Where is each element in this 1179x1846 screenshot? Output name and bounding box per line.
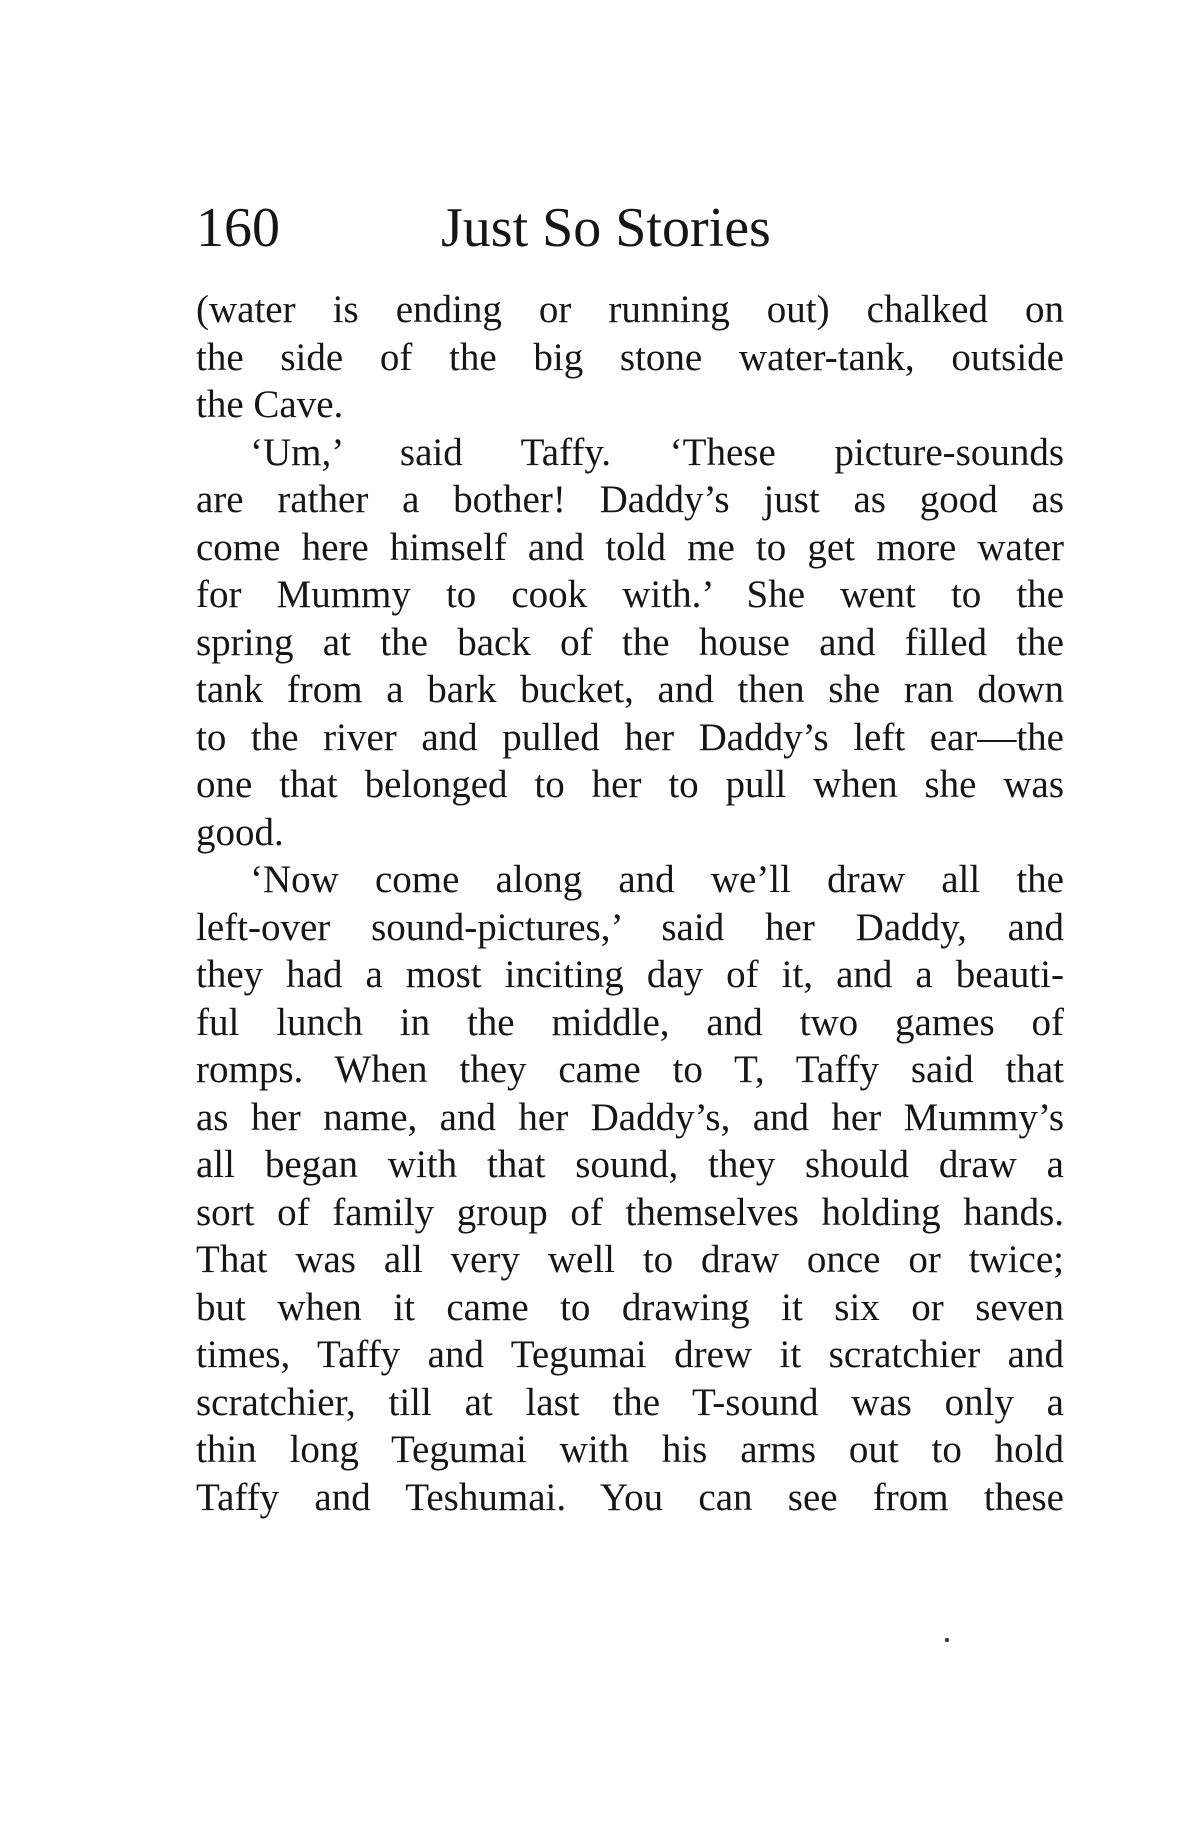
text-line: left-over sound-pictures,’ said her Daddy, and	[196, 905, 1064, 949]
text-line: That was all very well to draw once or twice;	[196, 1238, 1064, 1281]
text-line: tank from a bark bucket, and then she ran down	[196, 668, 1064, 711]
text-line: ‘Now come along and we’ll draw all the	[250, 858, 1064, 901]
text-line: sort of family group of themselves holding hands.	[196, 1190, 1064, 1234]
text-line: to the river and pulled her Daddy’s left ear—the	[196, 715, 1064, 759]
text-line: ful lunch in the middle, and two games of	[196, 1000, 1064, 1044]
text-line: they had a most inciting day of it, and a beauti-	[196, 953, 1064, 996]
text-line: one that belonged to her to pull when she was	[196, 763, 1064, 806]
text-line: (water is ending or running out) chalked on	[196, 288, 1064, 331]
ink-speck	[945, 1638, 949, 1642]
text-line: times, Taffy and Tegumai drew it scratchier and	[196, 1333, 1064, 1376]
text-line: all began with that sound, they should draw a	[196, 1143, 1064, 1186]
page-number: 160	[196, 197, 280, 259]
running-header	[196, 188, 1066, 268]
text-line: romps. When they came to T, Taffy said that	[196, 1048, 1064, 1091]
text-line: for Mummy to cook with.’ She went to the	[196, 573, 1064, 616]
text-line: as her name, and her Daddy’s, and her Mummy’s	[196, 1095, 1064, 1139]
text-line: good.	[196, 810, 284, 854]
body-text	[196, 286, 1064, 1521]
text-line: ‘Um,’ said Taffy. ‘These picture-sounds	[250, 430, 1064, 474]
text-line: Taffy and Teshumai. You can see from these	[196, 1475, 1064, 1519]
text-line: but when it came to drawing it six or seven	[196, 1285, 1064, 1329]
text-line: thin long Tegumai with his arms out to hold	[196, 1428, 1064, 1471]
text-line: are rather a bother! Daddy’s just as good as	[196, 478, 1064, 521]
running-title: Just So Stories	[441, 197, 771, 259]
text-line: the Cave.	[196, 383, 344, 426]
text-line: the side of the big stone water-tank, outside	[196, 335, 1064, 379]
text-line: spring at the back of the house and filled the	[196, 620, 1064, 664]
text-line: come here himself and told me to get more water	[196, 525, 1064, 569]
text-line: scratchier, till at last the T-sound was only a	[196, 1380, 1064, 1424]
